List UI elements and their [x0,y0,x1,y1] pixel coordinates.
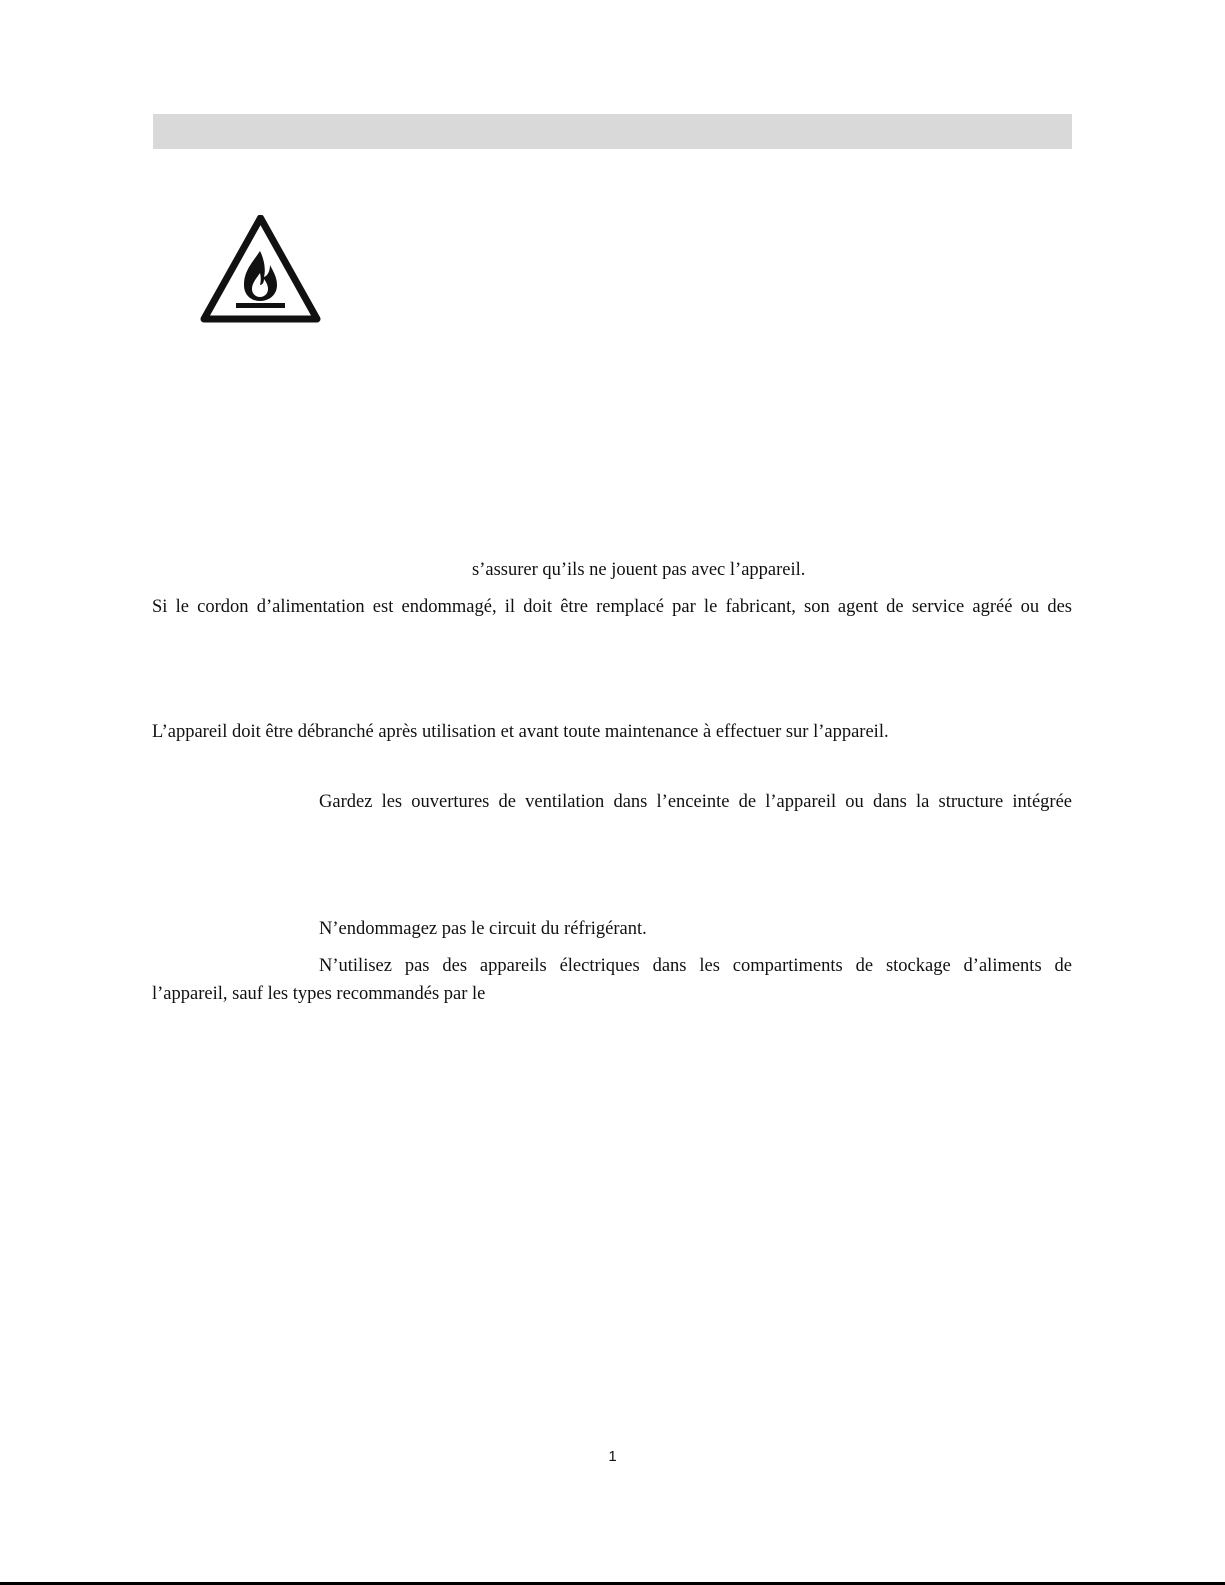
section-header-bar [153,114,1072,149]
text-line-unplug: L’appareil doit être débranché après utilisation et avant toute maintenance à effectuer sur l’appareil. [152,722,889,742]
text-line-ventilation: Gardez les ouvertures de ventilation dans l’enceinte de l’appareil ou dans la structure intégrée [319,792,1072,812]
flammable-warning-icon [200,215,321,325]
text-line-electrical-2: l’appareil, sauf les types recommandés par le [152,984,486,1004]
text-line-refrigerant: N’endommagez pas le circuit du réfrigérant. [319,919,647,939]
text-line-electrical-1: N’utilisez pas des appareils électriques dans les compartiments de stockage d’aliments de [319,956,1072,976]
text-line-power-cord: Si le cordon d’alimentation est endommagé, il doit être remplacé par le fabricant, son agent de service agréé ou des [152,597,1072,617]
page-number: 1 [608,1448,617,1465]
text-line-children-play: s’assurer qu’ils ne jouent pas avec l’appareil. [472,560,806,580]
